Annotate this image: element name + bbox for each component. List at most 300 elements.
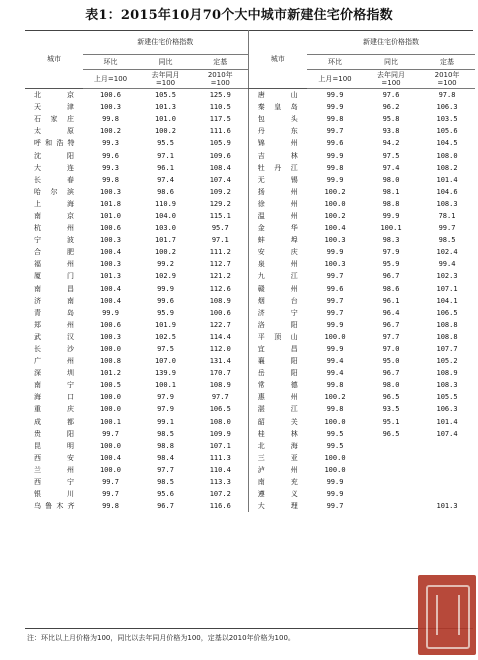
left-v3-cell: 131.4	[209, 357, 231, 366]
right-v2-cell	[363, 500, 419, 512]
table-row	[25, 149, 475, 161]
left-v1-cell: 101.8	[99, 199, 122, 208]
left-city-name: 郑州	[34, 320, 74, 329]
left-v1-cell: 100.2	[99, 127, 122, 136]
right-city-name: 宜昌	[257, 345, 298, 354]
left-v2-cell: 102.9	[154, 272, 177, 281]
right-v3-cell: 104.1	[436, 296, 458, 305]
right-city-cell	[248, 500, 307, 512]
left-v1-cell: 100.0	[99, 345, 122, 354]
left-v3-cell: 107.2	[209, 490, 231, 499]
right-v3-cell: 105.5	[436, 393, 458, 402]
right-v3-cell: 108.0	[436, 151, 458, 160]
left-v1-cell: 100.3	[99, 260, 122, 269]
left-v1-cell: 101.2	[99, 369, 122, 378]
left-city-cell	[25, 89, 83, 102]
left-city-name: 贵阳	[34, 429, 74, 438]
right-v3-cell: 99.4	[438, 260, 456, 269]
right-v1-cell: 100.3	[324, 260, 346, 269]
right-v2-cell: 96.7	[382, 369, 400, 378]
left-city-name: 武汉	[34, 332, 74, 341]
right-v3-cell: 102.4	[436, 248, 458, 257]
left-v2-cell: 97.4	[157, 175, 174, 184]
left-v3-cell: 107.1	[209, 441, 231, 450]
mom-header-left: 环比	[83, 55, 138, 70]
yoy-base-left-line2: =100	[155, 79, 176, 87]
left-v3-cell: 112.7	[209, 260, 231, 269]
left-city-name: 深圳	[34, 369, 74, 378]
left-city-name: 广州	[34, 357, 74, 366]
right-v3-cell: 106.5	[436, 308, 458, 317]
left-v3-cell: 108.9	[209, 296, 231, 305]
right-city-name: 烟台	[257, 296, 298, 305]
table-row	[25, 283, 475, 295]
right-v1-cell: 100.0	[324, 417, 346, 426]
left-v2-cell: 99.1	[157, 417, 174, 426]
right-city-cell	[248, 246, 307, 258]
right-v2-cell: 96.1	[382, 296, 400, 305]
table-title: 表1：2015年10月70个大中城市新建住宅价格指数	[85, 8, 393, 23]
right-city-cell	[248, 125, 307, 137]
left-v3-cell: 115.1	[209, 211, 231, 220]
left-city-cell	[25, 283, 83, 295]
fixed-base-left-line2: =100	[210, 79, 230, 87]
right-city-cell	[248, 307, 307, 319]
left-v2-cell: 97.9	[157, 393, 174, 402]
right-v2-cell: 97.9	[382, 248, 400, 257]
right-v1-cell: 99.5	[326, 441, 344, 450]
left-v1-cell: 100.1	[99, 417, 122, 426]
right-city-cell	[248, 101, 307, 113]
right-city-name: 扬州	[257, 187, 298, 196]
left-v1-cell: 99.7	[102, 490, 119, 499]
left-v2-cell: 100.1	[154, 381, 177, 390]
table-row	[25, 162, 475, 174]
left-v2-cell: 98.6	[157, 187, 174, 196]
price-index-table	[25, 30, 475, 512]
table-row	[25, 137, 475, 149]
left-v1-cell: 100.8	[99, 357, 122, 366]
table-row	[25, 101, 475, 113]
left-city-cell	[25, 198, 83, 210]
fixed-base-base-right	[419, 70, 475, 89]
left-v3-cell: 107.4	[209, 175, 231, 184]
left-city-cell	[25, 222, 83, 234]
right-v1-cell: 99.8	[326, 115, 344, 124]
right-city-cell	[248, 186, 307, 198]
left-city-cell	[25, 464, 83, 476]
fixed-base-base-left	[193, 70, 248, 89]
table-row	[25, 234, 475, 246]
table-row	[25, 210, 475, 222]
right-city-name: 蚌埠	[257, 236, 298, 245]
right-city-name: 丹东	[257, 127, 298, 136]
left-v1-cell: 99.3	[102, 163, 119, 172]
right-v2-cell: 98.0	[382, 381, 400, 390]
left-city-name: 济南	[34, 296, 74, 305]
left-city-name: 长春	[34, 175, 74, 184]
left-v2-cell: 98.5	[157, 478, 174, 487]
left-v2-cell: 101.9	[154, 320, 177, 329]
left-v2-cell: 96.1	[157, 163, 174, 172]
right-city-cell	[248, 198, 307, 210]
right-v1-cell: 100.3	[324, 236, 346, 245]
left-city-name: 沈阳	[34, 151, 74, 160]
left-city-cell	[25, 162, 83, 174]
left-v3-cell: 116.6	[209, 502, 231, 511]
right-v3-cell	[419, 476, 475, 488]
mom-header-right: 环比	[307, 55, 363, 70]
right-v1-cell: 99.7	[326, 272, 344, 281]
left-v3-cell: 111.2	[209, 248, 231, 257]
left-v3-cell: 100.6	[209, 308, 231, 317]
right-v1-cell: 99.9	[326, 478, 344, 487]
right-v2-cell: 93.8	[382, 127, 400, 136]
left-v3-cell: 97.1	[211, 236, 229, 245]
left-v3-cell: 108.4	[209, 163, 231, 172]
right-v1-cell: 99.8	[326, 405, 344, 414]
table-row	[25, 391, 475, 403]
left-v1-cell: 100.3	[99, 236, 122, 245]
left-v1-cell: 100.0	[99, 465, 122, 474]
right-v3-cell: 108.2	[436, 163, 458, 172]
left-city-name: 长沙	[34, 345, 74, 354]
yoy-header-right: 同比	[363, 55, 419, 70]
left-v3-cell: 111.6	[209, 127, 231, 136]
right-v1-cell: 100.2	[324, 211, 346, 220]
left-v1-cell: 100.4	[99, 248, 122, 257]
right-v1-cell: 99.7	[326, 296, 344, 305]
left-city-name: 昆明	[34, 441, 74, 450]
left-city-name: 呼和浩特	[34, 139, 74, 148]
left-city-name: 厦门	[34, 272, 74, 281]
left-city-cell	[25, 428, 83, 440]
right-v3-cell	[419, 440, 475, 452]
right-v2-cell: 98.1	[382, 187, 400, 196]
right-v1-cell: 99.9	[326, 151, 344, 160]
left-city-cell	[25, 476, 83, 488]
right-city-cell	[248, 379, 307, 391]
table-row	[25, 222, 475, 234]
right-city-name: 温州	[257, 211, 298, 220]
right-v2-cell: 96.2	[382, 103, 400, 112]
left-v3-cell: 109.2	[209, 187, 231, 196]
left-v2-cell: 98.8	[157, 441, 174, 450]
right-v2-cell: 98.8	[382, 199, 400, 208]
right-city-cell	[248, 452, 307, 464]
left-v1-cell: 99.8	[102, 502, 119, 511]
right-v2-cell: 99.9	[382, 211, 400, 220]
left-v3-cell: 129.2	[209, 199, 231, 208]
right-city-name: 三亚	[257, 453, 298, 462]
left-v3-cell: 97.7	[211, 393, 229, 402]
right-city-name: 岳阳	[257, 369, 298, 378]
table-body	[25, 89, 475, 513]
left-city-cell	[25, 234, 83, 246]
right-city-name: 吉林	[257, 151, 298, 160]
right-city-name: 徐州	[257, 199, 298, 208]
right-v1-cell: 100.0	[324, 465, 346, 474]
left-v1-cell: 99.6	[102, 151, 119, 160]
left-v1-cell: 100.3	[99, 332, 122, 341]
right-city-cell	[248, 283, 307, 295]
right-v3-cell: 104.6	[436, 187, 458, 196]
right-v2-cell: 98.0	[382, 175, 400, 184]
left-city-name: 兰州	[34, 465, 74, 474]
table-row	[25, 428, 475, 440]
left-city-name: 大连	[34, 163, 74, 172]
right-v3-cell: 108.3	[436, 381, 458, 390]
right-v2-cell: 95.1	[382, 417, 400, 426]
left-v3-cell: 109.6	[209, 151, 231, 160]
right-v3-cell: 107.7	[436, 345, 458, 354]
right-v2-cell	[363, 452, 419, 464]
left-v1-cell: 99.3	[102, 139, 119, 148]
right-v2-cell: 95.9	[382, 260, 400, 269]
right-city-name: 无锡	[257, 175, 298, 184]
table-row	[25, 295, 475, 307]
table-row	[25, 198, 475, 210]
right-v1-cell: 99.4	[326, 369, 344, 378]
left-v2-cell: 97.7	[157, 465, 174, 474]
right-v3-cell: 107.1	[436, 284, 458, 293]
right-v3-cell	[419, 488, 475, 500]
right-v1-cell: 99.6	[326, 139, 344, 148]
right-city-name: 秦皇岛	[257, 103, 298, 112]
left-v2-cell: 97.5	[157, 345, 174, 354]
right-city-cell	[248, 234, 307, 246]
left-city-cell	[25, 331, 83, 343]
index-group-header-right: 新建住宅价格指数	[307, 30, 475, 55]
left-v1-cell: 99.7	[102, 429, 119, 438]
left-v3-cell: 109.9	[209, 429, 231, 438]
left-city-name: 海口	[34, 393, 74, 402]
right-v3-cell: 101.3	[436, 502, 458, 511]
right-v3-cell: 105.6	[436, 127, 458, 136]
left-v2-cell: 101.3	[154, 103, 177, 112]
left-v2-cell: 99.9	[157, 284, 174, 293]
left-v1-cell: 100.4	[99, 284, 122, 293]
table-row	[25, 464, 475, 476]
left-v1-cell: 100.6	[99, 91, 122, 100]
left-v3-cell: 121.2	[209, 272, 231, 281]
left-city-cell	[25, 113, 83, 125]
right-v1-cell: 100.2	[324, 393, 346, 402]
left-v3-cell: 106.5	[209, 405, 231, 414]
fixed-base-right-line2: =100	[437, 79, 457, 87]
right-v1-cell: 99.9	[326, 345, 344, 354]
right-city-cell	[248, 174, 307, 186]
city-column-header-right: 城市	[248, 30, 307, 89]
right-v2-cell: 96.5	[382, 393, 400, 402]
yoy-base-left	[138, 70, 193, 89]
left-v3-cell: 122.7	[209, 320, 231, 329]
fixed-base-header-right: 定基	[419, 55, 475, 70]
left-city-cell	[25, 416, 83, 428]
right-city-cell	[248, 355, 307, 367]
left-city-name: 天津	[34, 103, 74, 112]
left-v1-cell: 99.8	[102, 115, 119, 124]
right-v1-cell: 99.7	[326, 308, 344, 317]
fixed-base-header-left: 定基	[193, 55, 248, 70]
right-v2-cell	[363, 488, 419, 500]
table-row	[25, 403, 475, 415]
left-v2-cell: 102.5	[154, 332, 177, 341]
left-v3-cell: 170.7	[209, 369, 231, 378]
left-city-name: 银川	[34, 490, 74, 499]
left-city-name: 南昌	[34, 284, 74, 293]
left-v3-cell: 110.4	[209, 465, 231, 474]
left-v2-cell: 98.4	[157, 453, 174, 462]
left-city-name: 成都	[34, 417, 74, 426]
right-city-cell	[248, 258, 307, 270]
table-row	[25, 113, 475, 125]
left-city-cell	[25, 403, 83, 415]
right-v3-cell: 103.5	[436, 115, 458, 124]
table-row	[25, 270, 475, 282]
right-v2-cell	[363, 464, 419, 476]
right-city-name: 韶关	[257, 417, 298, 426]
right-v1-cell: 99.4	[326, 357, 344, 366]
right-v2-cell: 97.6	[382, 91, 400, 100]
table-row	[25, 355, 475, 367]
right-v2-cell: 97.0	[382, 345, 400, 354]
table-row	[25, 89, 475, 102]
right-city-name: 锦州	[257, 139, 298, 148]
left-v3-cell: 117.5	[209, 115, 231, 124]
right-city-cell	[248, 440, 307, 452]
mom-base-left: 上月=100	[83, 70, 138, 89]
table-row	[25, 476, 475, 488]
right-v1-cell: 99.8	[326, 381, 344, 390]
right-v2-cell: 96.7	[382, 320, 400, 329]
left-city-cell	[25, 210, 83, 222]
right-city-cell	[248, 210, 307, 222]
left-v2-cell: 101.7	[154, 236, 177, 245]
fixed-base-right-line1: 2010年	[434, 71, 460, 79]
left-city-cell	[25, 246, 83, 258]
city-column-header-left: 城市	[25, 30, 83, 89]
right-v2-cell: 97.4	[382, 163, 400, 172]
table-row	[25, 186, 475, 198]
right-v2-cell: 94.2	[382, 139, 400, 148]
left-v2-cell: 95.5	[157, 139, 174, 148]
left-v2-cell: 99.2	[157, 260, 174, 269]
left-v1-cell: 99.9	[102, 308, 119, 317]
right-v2-cell: 98.3	[382, 236, 400, 245]
yoy-base-right-line2: =100	[381, 79, 401, 87]
right-v3-cell: 101.4	[436, 175, 458, 184]
left-city-name: 福州	[34, 260, 74, 269]
right-v2-cell: 97.7	[382, 332, 400, 341]
left-v1-cell: 99.8	[102, 175, 119, 184]
left-city-name: 太原	[34, 127, 74, 136]
right-city-name: 遵义	[257, 490, 298, 499]
left-city-cell	[25, 452, 83, 464]
table-row	[25, 416, 475, 428]
right-v2-cell: 96.7	[382, 272, 400, 281]
right-v2-cell: 93.5	[382, 405, 400, 414]
left-v2-cell: 104.0	[154, 211, 177, 220]
yoy-base-left-line1: 去年同月	[151, 71, 180, 79]
right-v3-cell: 99.7	[438, 224, 456, 233]
left-v1-cell: 100.3	[99, 103, 122, 112]
right-v3-cell: 105.2	[436, 357, 458, 366]
right-v1-cell: 99.9	[326, 248, 344, 257]
right-city-cell	[248, 367, 307, 379]
right-v2-cell: 96.4	[382, 308, 400, 317]
left-city-name: 石家庄	[34, 115, 74, 124]
right-v1-cell: 99.9	[326, 175, 344, 184]
right-city-name: 唐山	[257, 91, 298, 100]
table-row	[25, 367, 475, 379]
right-v1-cell: 100.2	[324, 187, 346, 196]
right-city-name: 平顶山	[257, 332, 298, 341]
right-city-name: 常德	[257, 381, 298, 390]
right-v1-cell: 99.9	[326, 490, 344, 499]
right-v3-cell: 101.4	[436, 417, 458, 426]
left-v2-cell: 107.0	[154, 357, 177, 366]
table-row	[25, 307, 475, 319]
table-row	[25, 500, 475, 512]
right-city-cell	[248, 295, 307, 307]
left-city-cell	[25, 125, 83, 137]
right-v3-cell: 108.3	[436, 199, 458, 208]
table-row	[25, 488, 475, 500]
table-row	[25, 379, 475, 391]
left-v1-cell: 100.6	[99, 320, 122, 329]
left-v1-cell: 99.7	[102, 478, 119, 487]
left-city-cell	[25, 440, 83, 452]
left-v1-cell: 100.0	[99, 405, 122, 414]
right-v3-cell: 107.4	[436, 429, 458, 438]
right-city-cell	[248, 319, 307, 331]
right-v1-cell: 99.8	[326, 163, 344, 172]
right-v1-cell: 99.7	[326, 502, 344, 511]
right-v1-cell: 100.0	[324, 453, 346, 462]
left-v2-cell: 97.9	[157, 405, 174, 414]
table-row	[25, 258, 475, 270]
left-v2-cell: 99.6	[157, 296, 174, 305]
left-city-name: 合肥	[34, 248, 74, 257]
right-v1-cell: 99.6	[326, 284, 344, 293]
left-city-cell	[25, 343, 83, 355]
right-v1-cell: 100.0	[324, 332, 346, 341]
table-bottom-rule	[25, 628, 473, 629]
left-city-name: 乌鲁木齐	[34, 502, 74, 511]
table-row	[25, 440, 475, 452]
right-v3-cell: 108.9	[436, 369, 458, 378]
right-v1-cell: 100.0	[324, 199, 346, 208]
left-v1-cell: 101.0	[99, 211, 122, 220]
right-v3-cell: 97.8	[438, 91, 456, 100]
right-v3-cell: 98.5	[438, 236, 456, 245]
right-city-cell	[248, 222, 307, 234]
right-city-cell	[248, 343, 307, 355]
table-row	[25, 319, 475, 331]
right-city-name: 牡丹江	[257, 163, 298, 172]
left-city-name: 上海	[34, 199, 74, 208]
left-city-cell	[25, 500, 83, 512]
right-v3-cell: 102.3	[436, 272, 458, 281]
right-city-cell	[248, 391, 307, 403]
right-city-cell	[248, 403, 307, 415]
left-v1-cell: 100.3	[99, 187, 122, 196]
yoy-base-right-line1: 去年同月	[377, 71, 406, 79]
left-v2-cell: 105.5	[154, 91, 177, 100]
left-v2-cell: 100.2	[154, 248, 177, 257]
right-city-name: 泉州	[257, 260, 298, 269]
